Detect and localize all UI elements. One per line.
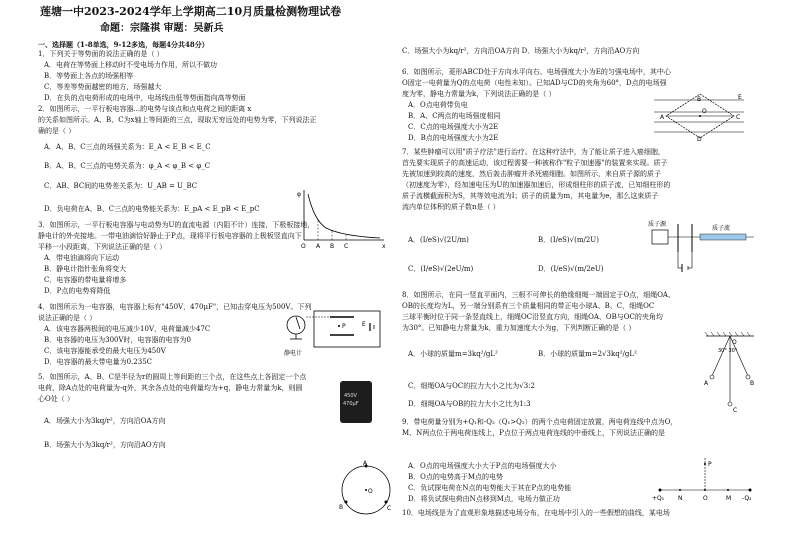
q4-capacitor-voltage: 450V — [344, 393, 357, 399]
q2-xlabel: x — [382, 243, 386, 250]
q6-stem-1: 6．如图所示，菱形ABCD处于方向水平向右、电场强度大小为E的匀强电场中，其中心 — [402, 68, 671, 76]
q4-option-a: A．该电容器两极间的电压减少10V，电荷量减少47C — [44, 325, 211, 333]
q7-stem-1: 7．某些肿瘤可以用"质子疗法"进行治疗。在这种疗法中，为了能让质子进入癌细胞， — [402, 148, 665, 156]
q7-stem-6: 流内单位体积的质子数n是（ ） — [402, 203, 500, 211]
q9-label-q1: +Q₁ — [652, 495, 665, 502]
q7-stem-5: 质子流横截面积为S，其等效电流为I；质子的质量为m，其电量为e，那么这束质子 — [402, 192, 659, 200]
q5-option-a: A．场强大小为3kq/r²，方向沿OA方向 — [44, 417, 166, 425]
q1-option-a: A．电荷在等势面上移动时不受电场力作用，所以不做功 — [44, 61, 218, 69]
q3-stem-1: 3．如图所示，一平行板电容器与电动势为U的直流电源（内阻不计）连接，下极板接地， — [38, 221, 315, 229]
q8-label-a: A — [704, 380, 709, 387]
q1-stem: 1．下列关于等势面的说法正确的是（ ） — [38, 50, 164, 58]
q6-option-d: D．B点的电场强度大小为2E — [408, 134, 499, 142]
q9-label-q2: -Q₂ — [742, 495, 752, 502]
q10-stem-1: 10．电场线是为了直观形象地描述电场分布，在电场中引入的一些假想的曲线，某电场 — [402, 509, 670, 517]
q2-stem-3: 确的是（ ） — [38, 127, 76, 135]
q9-stem-1: 9．带电荷量分别为+Q₁和-Q₂（Q₁>Q₂）的两个点电荷固定放置，两电荷连线中点为O， — [402, 418, 678, 426]
q3-option-d: D．P点的电势将降低 — [44, 287, 111, 295]
q6-option-a: A．O点电荷带负电 — [408, 101, 468, 109]
q9-label-o: O — [703, 495, 708, 502]
q5-options-cd: C．场强大小为kq/r²，方向沿OA方向 D．场强大小为kq/r²，方向沿AO方向 — [402, 47, 640, 55]
exam-authors: 命题：宗隆祺 审题：吴新兵 — [100, 23, 224, 34]
q6-option-c: C．C点的电场强度大小为2E — [408, 123, 499, 131]
q2-option-b: B．A、B、C三点的电势关系为：φ_A < φ_B < φ_C — [44, 162, 211, 170]
q8-label-o: O — [732, 339, 737, 346]
q6-stem-3: 度为零，静电力常量为k，下列说法正确的是（ ） — [402, 90, 556, 98]
q7-option-c: C．(I/eS)√(2eU/m) — [408, 265, 474, 273]
q2-option-a: A．A、B、C三点的场强关系为：E_A < E_B < E_C — [44, 143, 211, 151]
q8-stem-1: 8．如图所示，在同一竖直平面内，三根不可伸长的绝缘细绳一端固定于O点，细绳OA、 — [402, 291, 675, 299]
q6-label-e: E — [738, 94, 742, 101]
q4-capacitor-capacitance: 470μF — [343, 401, 359, 407]
q6-label-c: C — [736, 114, 741, 121]
q5-stem-2: 电荷，除A点处的电荷量为-q外，其余各点处的电荷量均为+q，静电力常量为k，则圆 — [38, 384, 303, 392]
q6-label-a: A — [660, 114, 665, 121]
q3-option-c: C．电容器的带电量将增多 — [44, 276, 127, 284]
q2-tick-o: O — [301, 243, 306, 250]
q7-label-flow: 质子流 — [712, 225, 731, 232]
q6-label-b: B — [697, 96, 702, 103]
q2-option-d: D．负电荷在A、B、C三点的电势能关系为：E_pA < E_pB < E_pC — [44, 205, 260, 213]
q8-label-b: B — [750, 380, 755, 387]
q5-label-o: O — [368, 488, 373, 495]
q5-stem-3: 心O处（ ） — [38, 395, 74, 403]
q4-option-d: D．电容器的最大带电量为0.235C — [44, 358, 153, 366]
q3-stem-2: 静电计的外壳接地。一带电油滴恰好静止于P点，现将平行板电容器的上极板竖直向下 — [38, 232, 302, 240]
q2-stem-1: 2．如图所示，一平行板电容器...的电势与该点和点电荷之间的距离 x — [38, 105, 252, 113]
q3-caption: 静电计 — [284, 350, 303, 357]
q2-phi-x-graph — [296, 186, 388, 250]
q9-label-n: N — [678, 495, 683, 502]
q8-stem-3: 三球平衡时位于同一条竖直线上，细绳OC沿竖直方向，细绳OA、OB与OC的夹角均 — [402, 313, 663, 321]
q7-option-d: D．(I/eS)√(m/2eU) — [538, 265, 604, 273]
q8-option-b: B．小球的质量m=2√3kq²/gL² — [538, 350, 637, 358]
q5-label-c: C — [387, 505, 392, 512]
q5-label-b: B — [339, 504, 344, 511]
q9-option-b: B．O点的电势高于M点的电势 — [408, 473, 504, 481]
q4-capacitor-image — [340, 381, 372, 423]
q8-strings-diagram — [700, 330, 760, 416]
q5-label-a: A — [363, 460, 368, 467]
q4-stem-1: 4．如图所示为一电容器，电容器上标有"450V，470μF"，已知击穿电压为500V。下列 — [38, 303, 312, 311]
q6-option-b: B．A、C两点的电场强度相同 — [408, 112, 501, 120]
q6-label-o: O — [702, 108, 707, 115]
q3-option-b: B．静电计指针张角将变大 — [44, 265, 127, 273]
q2-ylabel: φ — [297, 191, 301, 198]
q2-tick-a: A — [316, 243, 321, 250]
q4-option-c: C．该电容器能承受的最大电压为450V — [44, 347, 166, 355]
q9-option-c: C．负试探电荷在N点的电势能大于其在P点的电势能 — [408, 484, 572, 492]
q4-stem-2: 说法正确的是（ ） — [38, 314, 97, 322]
q9-charges-diagram — [650, 452, 760, 504]
q7-stem-2: 首先要实现质子的高速运动，该过程需要一种被称作"粒子加速器"的装置来实现。质子 — [402, 159, 668, 167]
q8-label-c: C — [733, 407, 738, 414]
q2-stem-2: 的关系如图所示。A、B、C为x轴上等间距的三点，现取无穷远处的电势为零，下列说法正 — [38, 116, 317, 124]
q8-stem-2: OB的长度均为L，另一端分别系有三个质量相同的带正电小球A、B、C，细绳OC — [402, 302, 655, 310]
q7-label-source: 质子源 — [648, 221, 667, 228]
q7-stem-4: （初速度为零），经加速电压为U的加速器加速后，形成细柱形的质子流，已知细柱形的 — [402, 181, 671, 189]
q6-stem-2: O固定一电荷量为Q的点电荷（电性未知）。已知AD与CD的夹角为60°，D点的电场强 — [402, 79, 667, 87]
q9-stem-2: M、N两点位于两电荷连线上，P点位于两点电荷连线的中垂线上，下列说法正确的是 — [402, 429, 666, 437]
q2-option-c: C．AB、BC间的电势差关系为：U_AB = U_BC — [44, 182, 198, 190]
q8-angle-label: 30° 30° — [718, 348, 738, 354]
q7-accelerator-diagram — [648, 214, 760, 276]
q7-option-a: A．(I/eS)√(2U/m) — [408, 236, 469, 244]
q9-option-d: D．将负试探电荷由N点移到M点，电场力做正功 — [408, 495, 560, 503]
q3-option-a: A．带电油滴将向下运动 — [44, 254, 120, 262]
q5-circle-diagram — [336, 460, 396, 520]
q9-label-m: M — [726, 495, 732, 502]
q4-option-b: B．电容器的电压为300V时，电容器的电容为0 — [44, 336, 192, 344]
q8-option-c: C．细绳OA与OC的拉力大小之比为√3:2 — [408, 382, 535, 390]
q8-stem-4: 为30°。已知静电力常量为k，重力加速度大小为g，下列判断正确的是（ ） — [402, 324, 636, 332]
q6-rhombus-diagram — [650, 92, 746, 142]
q9-label-p: P — [708, 461, 712, 468]
q7-option-b: B．(I/eS)√(m/2U) — [538, 236, 599, 244]
q2-tick-b: B — [330, 243, 335, 250]
q3-stem-3: 平移一小段距离，下列说法正确的是（ ） — [38, 243, 167, 251]
exam-title: 莲塘一中2023-2024学年上学期高二10月质量检测物理试卷 — [40, 5, 342, 18]
q9-option-a: A．O点的电场强度大小大于P点的电场强度大小 — [408, 462, 557, 470]
q7-stem-3: 先被加速到较高的速度，然后轰击肿瘤并杀死癌细胞。如图所示，来自质子源的质子 — [402, 170, 661, 178]
q5-stem-1: 5．如图所示，A、B、C是半径为r的圆周上等间距的三个点，在这些点上各固定一个点 — [38, 373, 307, 381]
section-heading: 一、选择题（1-8单选，9-12多选，每题4分共48分） — [38, 40, 209, 49]
q1-option-b: B．等势面上各点的场强相等 — [44, 72, 134, 80]
q6-label-d: D — [697, 136, 702, 142]
q1-option-d: D．在负的点电荷形成的电场中，电场线由低等势面指向高等势面 — [44, 94, 246, 102]
q5-option-b: B．场强大小为3kq/r²，方向沿AO方向 — [44, 441, 166, 449]
q3-label-p: P — [342, 323, 346, 330]
q3-label-e: E — [362, 321, 366, 328]
q2-tick-c: C — [344, 243, 349, 250]
q8-option-d: D．细绳OA与OB的拉力大小之比为1:3 — [408, 400, 531, 408]
q3-capacitor-diagram — [284, 305, 384, 357]
q1-option-c: C．等差等势面越密的地方，场强越大 — [44, 83, 162, 91]
q8-option-a: A．小球的质量m=3kq²/gL² — [408, 350, 498, 358]
